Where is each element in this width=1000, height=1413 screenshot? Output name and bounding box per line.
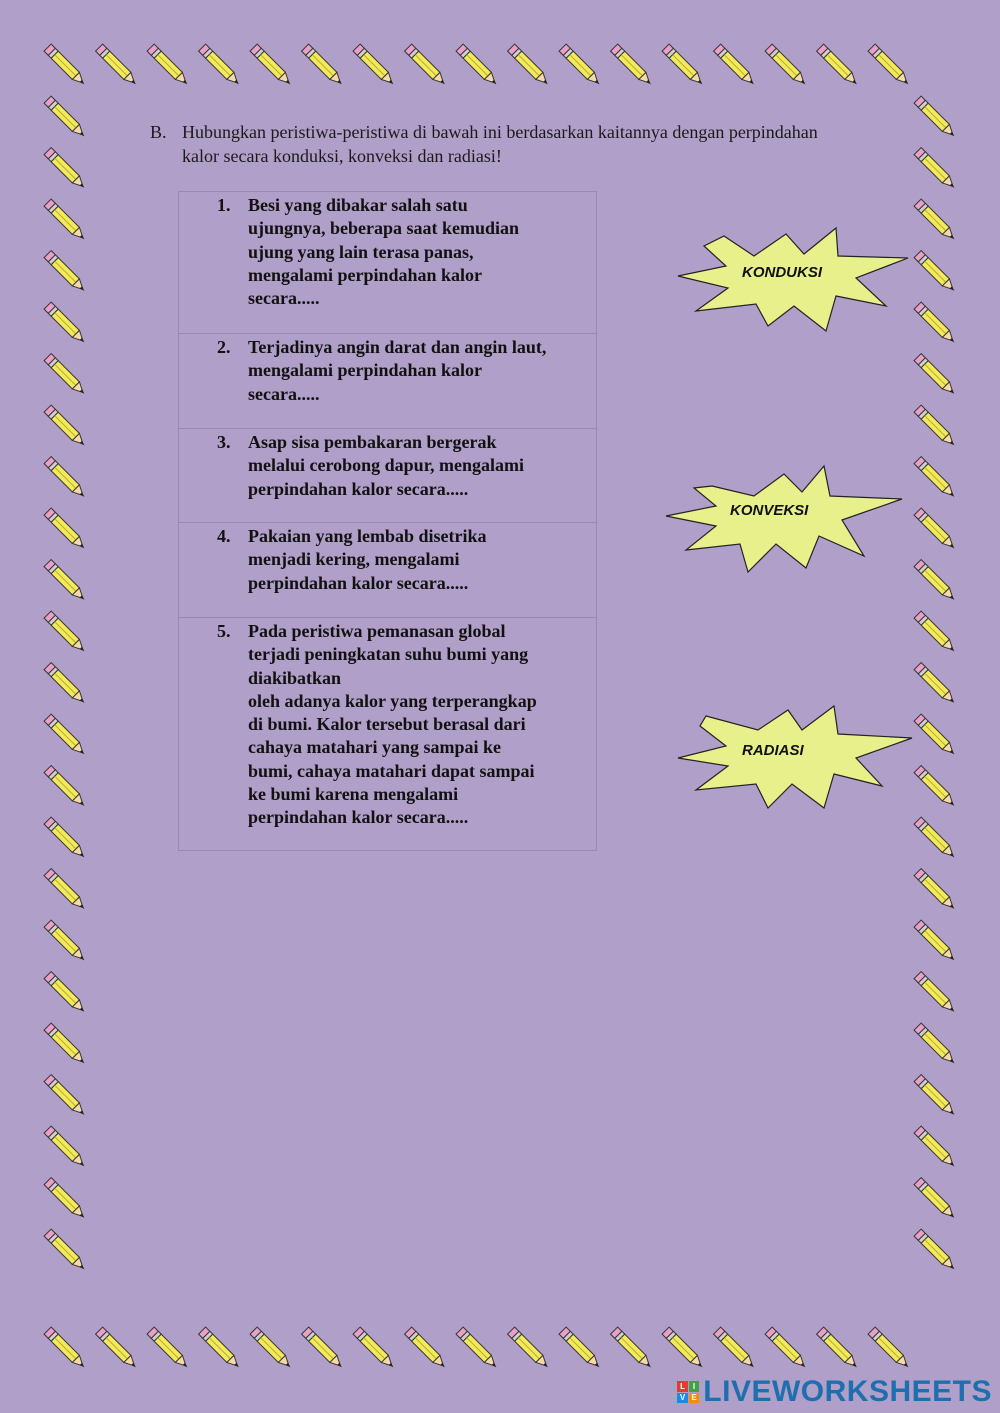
starburst-shape xyxy=(666,466,902,572)
pencil-icon xyxy=(44,302,88,346)
question-number: 3. xyxy=(217,432,231,452)
question-row xyxy=(179,428,596,522)
pencil-icon xyxy=(96,44,140,88)
pencil-icon xyxy=(662,1327,706,1371)
pencil-icon xyxy=(147,44,191,88)
pencil-icon xyxy=(302,1327,346,1371)
pencil-icon xyxy=(456,1327,500,1371)
pencil-icon xyxy=(44,1327,88,1371)
pencil-icon xyxy=(353,1327,397,1371)
answer-konveksi[interactable] xyxy=(664,464,904,574)
pencil-icon xyxy=(914,1229,958,1273)
pencil-icon xyxy=(914,611,958,655)
brand-logo xyxy=(677,1375,992,1409)
pencil-icon xyxy=(44,972,88,1016)
pencil-icon xyxy=(456,44,500,88)
pencil-icon xyxy=(611,1327,655,1371)
pencil-icon xyxy=(868,1327,912,1371)
pencil-icon xyxy=(44,148,88,192)
instruction-text: Hubungkan peristiwa-peristiwa di bawah ini berdasarkan kaitannya dengan perpindahan kalor secara konduksi, konveksi dan radiasi! xyxy=(182,122,818,166)
answer-konduksi[interactable] xyxy=(676,226,916,336)
pencil-icon xyxy=(44,1229,88,1273)
question-row xyxy=(179,617,596,850)
pencil-icon xyxy=(765,1327,809,1371)
pencil-icon xyxy=(817,44,861,88)
pencil-icon xyxy=(914,920,958,964)
brand-icon-letter: V xyxy=(677,1393,688,1404)
instruction-letter: B. xyxy=(150,122,167,142)
pencil-icon xyxy=(44,611,88,655)
brand-text: LIVEWORKSHEETS xyxy=(703,1375,992,1408)
pencil-icon xyxy=(508,44,552,88)
pencil-icon xyxy=(914,972,958,1016)
pencil-icon xyxy=(559,44,603,88)
pencil-icon xyxy=(44,251,88,295)
question-text[interactable]: Pakaian yang lembab disetrika menjadi kering, mengalami perpindahan kalor secara..... xyxy=(248,526,487,593)
question-text[interactable]: Pada peristiwa pemanasan global terjadi peningkatan suhu bumi yang diakibatkan oleh adanya kalor yang terperangkap di bumi. Kalor tersebut berasal dari cahaya matahari yang sampai ke bumi, cahaya matahari dapat sampai ke bumi karena mengalami perpindahan kalor secara..... xyxy=(248,621,537,828)
brand-icon-letter: L xyxy=(677,1381,688,1392)
pencil-icon xyxy=(44,1178,88,1222)
pencil-icon xyxy=(714,44,758,88)
answer-label: RADIASI xyxy=(742,742,804,759)
pencil-icon xyxy=(44,457,88,501)
pencil-icon xyxy=(714,1327,758,1371)
brand-icon-letter: E xyxy=(689,1393,700,1404)
question-row xyxy=(179,192,596,333)
pencil-icon xyxy=(914,199,958,243)
question-number: 2. xyxy=(217,337,231,357)
pencil-icon xyxy=(44,714,88,758)
pencil-icon xyxy=(559,1327,603,1371)
pencil-icon xyxy=(914,251,958,295)
pencil-icon xyxy=(44,663,88,707)
pencil-icon xyxy=(405,1327,449,1371)
pencil-icon xyxy=(44,354,88,398)
question-text[interactable]: Terjadinya angin darat dan angin laut, mengalami perpindahan kalor secara..... xyxy=(248,337,547,404)
pencil-icon xyxy=(914,1126,958,1170)
liveworksheets-icon xyxy=(677,1381,699,1403)
pencil-icon xyxy=(44,508,88,552)
pencil-icon xyxy=(199,1327,243,1371)
pencil-icon xyxy=(662,44,706,88)
question-number: 1. xyxy=(217,195,231,215)
pencil-icon xyxy=(914,560,958,604)
question-row xyxy=(179,522,596,617)
pencil-icon xyxy=(44,96,88,140)
pencil-icon xyxy=(914,96,958,140)
pencil-icon xyxy=(44,817,88,861)
brand-icon-letter: I xyxy=(689,1381,700,1392)
pencil-icon xyxy=(147,1327,191,1371)
pencil-icon xyxy=(914,148,958,192)
pencil-icon xyxy=(914,508,958,552)
pencil-icon xyxy=(817,1327,861,1371)
pencil-icon xyxy=(868,44,912,88)
pencil-icon xyxy=(611,44,655,88)
pencil-icon xyxy=(508,1327,552,1371)
pencil-icon xyxy=(44,44,88,88)
answer-label: KONVEKSI xyxy=(730,502,809,519)
pencil-icon xyxy=(250,44,294,88)
pencil-icon xyxy=(914,714,958,758)
pencil-icon xyxy=(405,44,449,88)
pencil-icon xyxy=(44,869,88,913)
pencil-icon xyxy=(44,199,88,243)
pencil-icon xyxy=(302,44,346,88)
pencil-icon xyxy=(914,869,958,913)
question-row xyxy=(179,333,596,428)
question-number: 4. xyxy=(217,526,231,546)
pencil-icon xyxy=(914,1178,958,1222)
questions-table xyxy=(178,191,597,851)
pencil-icon xyxy=(353,44,397,88)
pencil-icon xyxy=(914,817,958,861)
pencil-icon xyxy=(914,457,958,501)
pencil-icon xyxy=(199,44,243,88)
pencil-icon xyxy=(914,405,958,449)
pencil-icon xyxy=(44,405,88,449)
pencil-icon xyxy=(44,560,88,604)
question-number: 5. xyxy=(217,621,231,641)
pencil-icon xyxy=(44,920,88,964)
pencil-icon xyxy=(914,1023,958,1067)
pencil-icon xyxy=(96,1327,140,1371)
pencil-icon xyxy=(914,354,958,398)
pencil-icon xyxy=(914,302,958,346)
pencil-icon xyxy=(44,1126,88,1170)
pencil-icon xyxy=(44,1023,88,1067)
pencil-icon xyxy=(765,44,809,88)
question-text[interactable]: Besi yang dibakar salah satu ujungnya, beberapa saat kemudian ujung yang lain terasa panas, mengalami perpindahan kalor secara..... xyxy=(248,195,520,309)
question-text[interactable]: Asap sisa pembakaran bergerak melalui cerobong dapur, mengalami perpindahan kalor secara..... xyxy=(248,432,525,499)
pencil-icon xyxy=(250,1327,294,1371)
pencil-icon xyxy=(914,766,958,810)
pencil-icon xyxy=(914,663,958,707)
pencil-icon xyxy=(914,1075,958,1119)
answer-radiasi[interactable] xyxy=(676,704,916,814)
pencil-icon xyxy=(44,1075,88,1119)
pencil-icon xyxy=(44,766,88,810)
answer-label: KONDUKSI xyxy=(742,264,823,281)
